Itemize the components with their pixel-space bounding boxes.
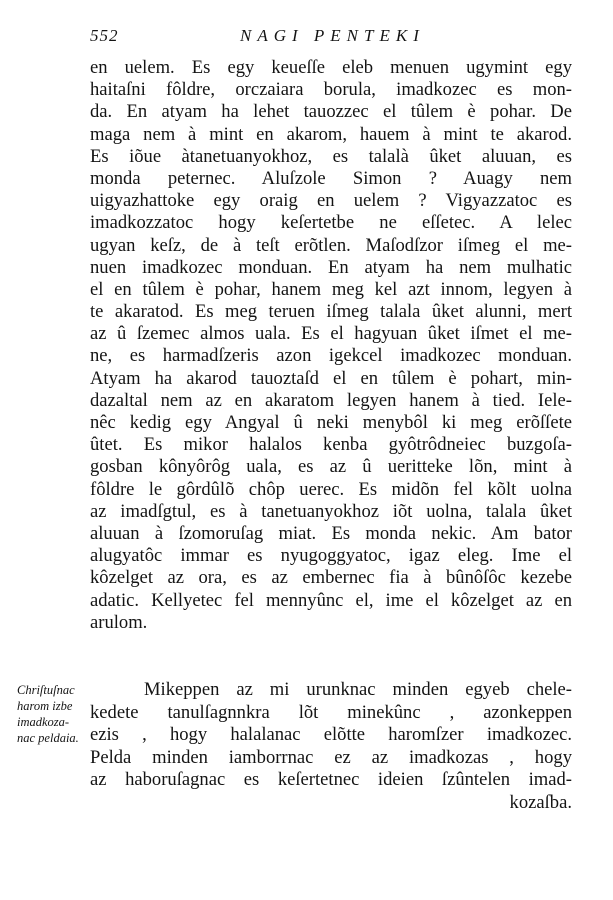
marginal-note-line: nac peldaia. — [17, 731, 79, 745]
text-line: az haboruſagnac es keſertetnec ideien ſzûntelen imad- — [90, 769, 572, 790]
text-line: kozaſba. — [509, 791, 572, 813]
text-line: el en tûlem è pohar, hanem meg kel azt innom, legyen à — [90, 278, 572, 300]
text-line: Mikeppen az mi urunknac minden egyeb chele- — [144, 679, 572, 700]
text-line: ûtet. Es mikor halalos kenba gyôtrôdneiec buzgoſa- — [90, 434, 572, 456]
paragraph-commentary — [90, 679, 572, 814]
text-line: da. En atyam ha lehet tauozzec el tûlem è pohar. De — [90, 101, 572, 123]
text-line: haitaſni fôldre, orczaiara borula, imadkozec es mon- — [90, 79, 572, 101]
text-line: kôzelget az ora, es az embernec fia à bûnôſôc kezebe — [90, 567, 572, 589]
text-line: ugyan keſz, de à teſt erõtlen. Maſodſzor iſmeg el me- — [90, 234, 572, 256]
running-title: NAGI PENTEKI — [240, 26, 425, 45]
running-head — [90, 26, 560, 52]
text-line: Atyam ha akarod tauoztaſd el en tûlem è pohart, min- — [90, 367, 572, 389]
text-line: aluuan à ſzomoruſag miat. Es monda nekic. Am bator — [90, 522, 572, 544]
text-line: nêc kedig egy Angyal û neki menybôl ki meg erõſſete — [90, 412, 572, 433]
marginal-note-line: imadkoza- — [17, 715, 70, 729]
text-line: en uelem. Es egy keueſſe eleb menuen ugymint egy — [90, 57, 572, 78]
text-line: monda peternec. Aluſzole Simon ? Auagy nem — [90, 167, 572, 189]
text-line: adatic. Kellyetec fel mennyûnc el, ime el kôzelget az en — [90, 589, 572, 611]
text-line: dazaltal nem az en akaratom legyen hanem à tied. Iele- — [90, 389, 572, 411]
text-line: fôldre le gôrdûlõ chôp uerec. Es midõn fel kõlt uolna — [90, 478, 572, 500]
text-line: nuen imadkozec monduan. En atyam ha nem mulhatic — [90, 256, 572, 278]
text-line: alugyatôc immar es nyugoggyatoc, igaz eleg. Ime el — [90, 545, 572, 567]
page-number: 552 — [90, 26, 119, 45]
marginal-note-line: harom izbe — [17, 699, 73, 713]
marginal-note-line: Chriſtuſnac — [17, 683, 75, 697]
text-line: az û ſzemec almos uala. Es el hagyuan ûket iſmet el me- — [90, 323, 572, 345]
text-line: te akaratod. Es meg teruen iſmeg talala ûket alunni, mert — [90, 301, 572, 323]
text-line: az imadſgtul, es à tanetuanyokhoz iõt uolna, talala ûket — [90, 500, 572, 522]
text-line: arulom. — [90, 611, 148, 633]
text-line: kedete tanulſagnnkra lõt minekûnc , azonkeppen — [90, 701, 572, 723]
text-line: ezis , hogy halalanac elõtte haromſzer imadkozec. — [90, 724, 572, 745]
text-line: Es iõue àtanetuanyokhoz, es talalà ûket aluuan, es — [90, 145, 572, 167]
text-line: uigyazhattoke egy oraig en uelem ? Vigyazzatoc es — [90, 190, 572, 212]
text-line: gosban kônyôrôg uala, es az û ueritteke lõn, mint à — [90, 456, 572, 478]
text-line: imadkozzatoc hogy keſertetbe ne eſſetec. A lelec — [90, 212, 572, 234]
marginal-note — [17, 682, 95, 746]
text-line: Pelda minden iamborrnac ez az imadkozas , hogy — [90, 746, 572, 768]
text-line: ne, es harmadſzeris azon igekcel imadkozec monduan. — [90, 345, 572, 367]
paragraph-main — [90, 57, 572, 634]
text-line: maga nem à mint en akarom, hauem à mint te akarod. — [90, 123, 572, 145]
